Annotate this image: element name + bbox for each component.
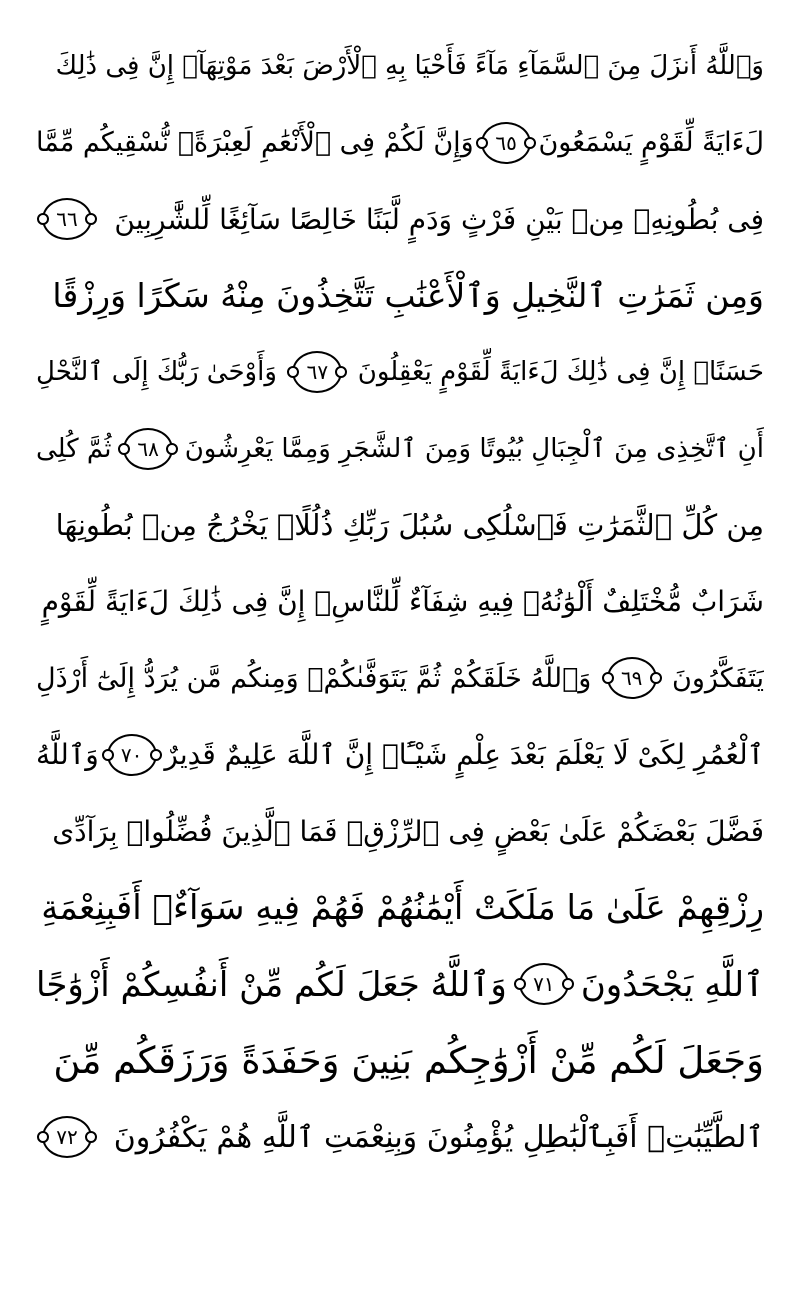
ayah-number-marker: ٧١ [519, 963, 569, 1005]
verse-line [36, 258, 764, 335]
verse-line [36, 411, 764, 488]
verse-text: وَٱللَّهُ أَنزَلَ مِنَ ٱلسَّمَآءِ مَآءً فَأَحْيَا بِهِ ٱلْأَرْضَ بَعْدَ مَوْتِهَآۚ إِنَّ فِى ذَٰلِكَ [55, 51, 764, 82]
verse-text: لَءَايَةً لِّقَوْمٍ يَسْمَعُونَ [538, 127, 764, 159]
verse-line [36, 564, 764, 641]
verse-text: فَضَّلَ بَعْضَكُمْ عَلَىٰ بَعْضٍ فِى ٱلرِّزْقِۚ فَمَا ٱلَّذِينَ فُضِّلُوا۟ بِرَآدِّى [52, 814, 764, 848]
ayah-number-marker: ٦٨ [123, 428, 173, 470]
verse-text: حَسَنًاۗ إِنَّ فِى ذَٰلِكَ لَءَايَةً لِّقَوْمٍ يَعْقِلُونَ [357, 357, 764, 388]
ayah-number-marker: ٧٢ [42, 1116, 92, 1158]
verse-line [36, 1023, 764, 1100]
verse-text: فِى بُطُونِهِۦ مِنۢ بَيْنِ فَرْثٍ وَدَمٍ لَّبَنًا خَالِصًا سَآئِغًا لِّلشَّٰرِبِينَ [114, 202, 764, 236]
verse-line [36, 640, 764, 717]
verse-line [36, 717, 764, 794]
verse-line [36, 334, 764, 411]
verse-text: وَمِن ثَمَرَٰتِ ٱلنَّخِيلِ وَٱلْأَعْنَٰبِ تَتَّخِذُونَ مِنْهُ سَكَرًا وَرِزْقًا [52, 276, 764, 316]
verse-text: مِن كُلِّ ٱلثَّمَرَٰتِ فَٱسْلُكِى سُبُلَ رَبِّكِ ذُلُلًاۚ يَخْرُجُ مِنۢ بُطُونِهَا [55, 508, 764, 543]
verse-text: ٱلطَّيِّبَٰتِۚ أَفَبِٱلْبَٰطِلِ يُؤْمِنُونَ وَبِنِعْمَتِ ٱللَّهِ هُمْ يَكْفُرُونَ [113, 1119, 764, 1155]
ayah-number-marker: ٦٦ [42, 198, 92, 240]
verse-line [36, 1099, 764, 1176]
verse-line [36, 181, 764, 258]
verse-line [36, 870, 764, 947]
verse-text: وَأَوْحَىٰ رَبُّكَ إِلَى ٱلنَّحْلِ [36, 357, 277, 388]
verse-line [36, 28, 764, 105]
verse-text: وَٱللَّهُ جَعَلَ لَكُم مِّنْ أَنفُسِكُمْ أَزْوَٰجًا [36, 964, 507, 1005]
verse-text: وَإِنَّ لَكُمْ فِى ٱلْأَنْعَٰمِ لَعِبْرَةًۖ نُّسْقِيكُم مِّمَّا [36, 127, 474, 159]
ayah-number-marker: ٧٠ [107, 734, 157, 776]
verse-line [36, 487, 764, 564]
ayah-number-marker: ٦٧ [292, 351, 342, 393]
verse-text: ٱلْعُمُرِ لِكَىْ لَا يَعْلَمَ بَعْدَ عِلْمٍ شَيْـًٔاۚ إِنَّ ٱللَّهَ عَلِيمٌ قَدِيرٌ [164, 738, 764, 772]
verse-text: وَٱللَّهُ [36, 738, 99, 772]
ayah-number-marker: ٦٩ [607, 657, 657, 699]
verse-text: أَنِ ٱتَّخِذِى مِنَ ٱلْجِبَالِ بُيُوتًا وَمِنَ ٱلشَّجَرِ وَمِمَّا يَعْرِشُونَ [184, 433, 764, 464]
ayah-number-marker: ٦٥ [481, 122, 531, 164]
verse-text: ٱللَّهِ يَجْحَدُونَ [580, 964, 764, 1005]
verse-line [36, 946, 764, 1023]
verse-line [36, 793, 764, 870]
verse-text: رِزْقِهِمْ عَلَىٰ مَا مَلَكَتْ أَيْمَٰنُهُمْ فَهُمْ فِيهِ سَوَآءٌۚ أَفَبِنِعْمَةِ [41, 887, 764, 928]
verse-text: وَٱللَّهُ خَلَقَكُمْ ثُمَّ يَتَوَفَّىٰكُمْۚ وَمِنكُم مَّن يُرَدُّ إِلَىٰٓ أَرْذَلِ [36, 662, 592, 694]
verse-text: ثُمَّ كُلِى [36, 433, 112, 464]
verse-line [36, 105, 764, 182]
verse-text: شَرَابٌ مُّخْتَلِفٌ أَلْوَٰنُهُۥ فِيهِ شِفَآءٌ لِّلنَّاسِۗ إِنَّ فِى ذَٰلِكَ لَءَايَةً لِّقَوْمٍ [41, 585, 764, 619]
verse-text: وَجَعَلَ لَكُم مِّنْ أَزْوَٰجِكُم بَنِينَ وَحَفَدَةً وَرَزَقَكُم مِّنَ [53, 1039, 764, 1083]
verse-text: يَتَفَكَّرُونَ [672, 662, 764, 694]
